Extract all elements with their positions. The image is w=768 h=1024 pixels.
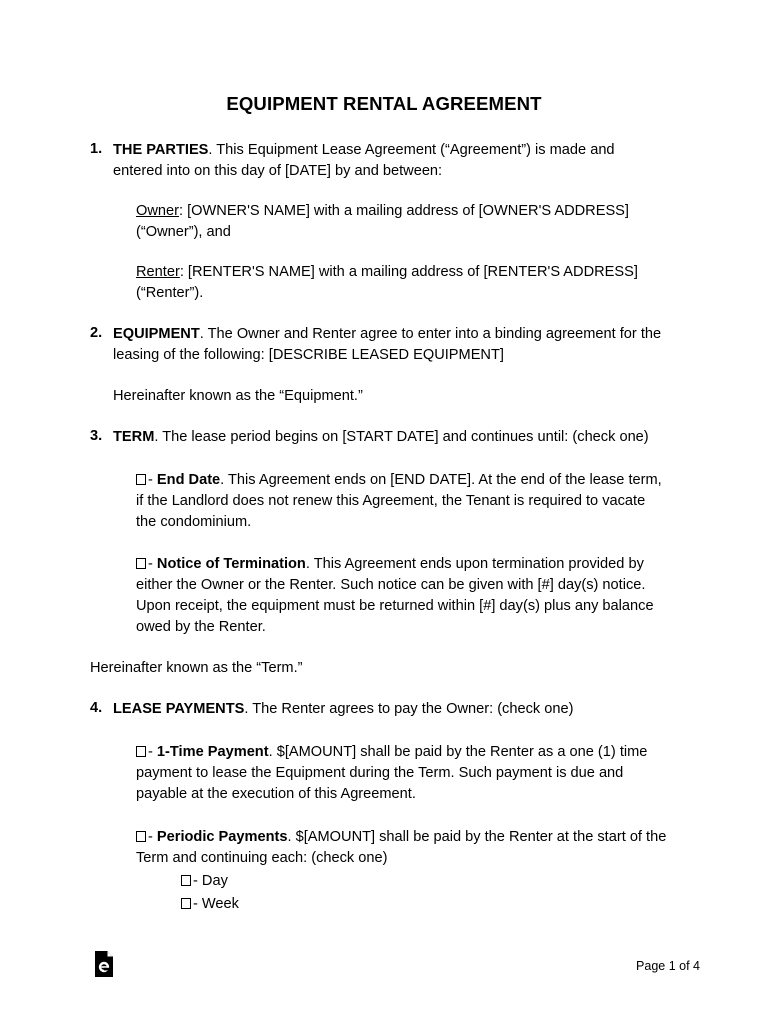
periodic-option-week	[181, 894, 381, 915]
renter-label: Renter	[136, 264, 180, 280]
section-number: 3.	[90, 428, 103, 444]
term-option-end-date	[136, 470, 666, 533]
section-number: 4.	[90, 700, 103, 716]
option-label: End Date	[156, 472, 221, 488]
day-checkbox[interactable]	[181, 875, 191, 886]
option-label: 1-Time Payment	[156, 744, 269, 760]
document-title: EQUIPMENT RENTAL AGREEMENT	[226, 93, 542, 114]
option-dash: -	[148, 829, 157, 845]
option-text: . This Agreement ends upon termination provided by either the Owner or the Renter. Such notice can be given with [#] day(s) notice. Upon receipt, the equipment must be returned within [#] day(s) plus any balance owed by the Renter.	[136, 556, 654, 635]
periodic-option-day	[181, 871, 381, 892]
section-text: . This Equipment Lease Agreement (“Agreement”) is made and entered into on this day of [DATE] by and between:	[113, 142, 615, 179]
option-dash: -	[148, 556, 157, 572]
section-equipment	[113, 324, 663, 366]
option-text: . This Agreement ends on [END DATE]. At the end of the lease term, if the Landlord does not renew this Agreement, the Tenant is required to vacate the condominium.	[136, 472, 662, 530]
renter-clause	[136, 262, 676, 304]
payment-option-periodic	[136, 827, 676, 869]
payment-option-one-time	[136, 742, 671, 805]
option-dash: -	[148, 472, 157, 488]
section-term	[113, 427, 693, 448]
section-number: 2.	[90, 325, 103, 341]
term-option-notice	[136, 554, 676, 638]
end-date-checkbox[interactable]	[136, 474, 146, 485]
owner-clause	[136, 201, 676, 243]
periodic-payments-checkbox[interactable]	[136, 831, 146, 842]
document-icon	[94, 950, 114, 978]
section-text: . The Renter agrees to pay the Owner: (check one)	[244, 701, 574, 717]
option-dash: -	[193, 896, 202, 912]
term-hereinafter: Hereinafter known as the “Term.”	[90, 660, 303, 676]
option-label: Notice of Termination	[156, 556, 306, 572]
section-heading: LEASE PAYMENTS	[113, 701, 245, 717]
equipment-hereinafter: Hereinafter known as the “Equipment.”	[113, 388, 363, 404]
option-dash: -	[193, 873, 202, 889]
page-number: Page 1 of 4	[636, 959, 700, 973]
one-time-payment-checkbox[interactable]	[136, 746, 146, 757]
section-number: 1.	[90, 141, 103, 157]
option-text: . $[AMOUNT] shall be paid by the Renter as a one (1) time payment to lease the Equipment during the Term. Such payment is due and payable at the execution of this Agreement.	[136, 744, 648, 802]
option-label: Day	[201, 873, 228, 889]
option-label: Periodic Payments	[156, 829, 288, 845]
renter-text: : [RENTER'S NAME] with a mailing address of [RENTER'S ADDRESS] (“Renter”).	[136, 264, 638, 301]
option-dash: -	[148, 744, 157, 760]
section-lease-payments	[113, 699, 673, 720]
owner-text: : [OWNER'S NAME] with a mailing address of [OWNER'S ADDRESS] (“Owner”), and	[136, 203, 629, 240]
notice-of-termination-checkbox[interactable]	[136, 558, 146, 569]
option-text: . $[AMOUNT] shall be paid by the Renter at the start of the Term and continuing each: (check one)	[136, 829, 667, 866]
week-checkbox[interactable]	[181, 898, 191, 909]
section-heading: EQUIPMENT	[113, 326, 200, 342]
section-parties	[113, 140, 653, 182]
owner-label: Owner	[136, 203, 179, 219]
section-heading: THE PARTIES	[113, 142, 209, 158]
section-text: . The lease period begins on [START DATE] and continues until: (check one)	[154, 429, 649, 445]
section-heading: TERM	[113, 429, 155, 445]
option-label: Week	[201, 896, 239, 912]
section-text: . The Owner and Renter agree to enter into a binding agreement for the leasing of the following: [DESCRIBE LEASED EQUIPMENT]	[113, 326, 662, 363]
